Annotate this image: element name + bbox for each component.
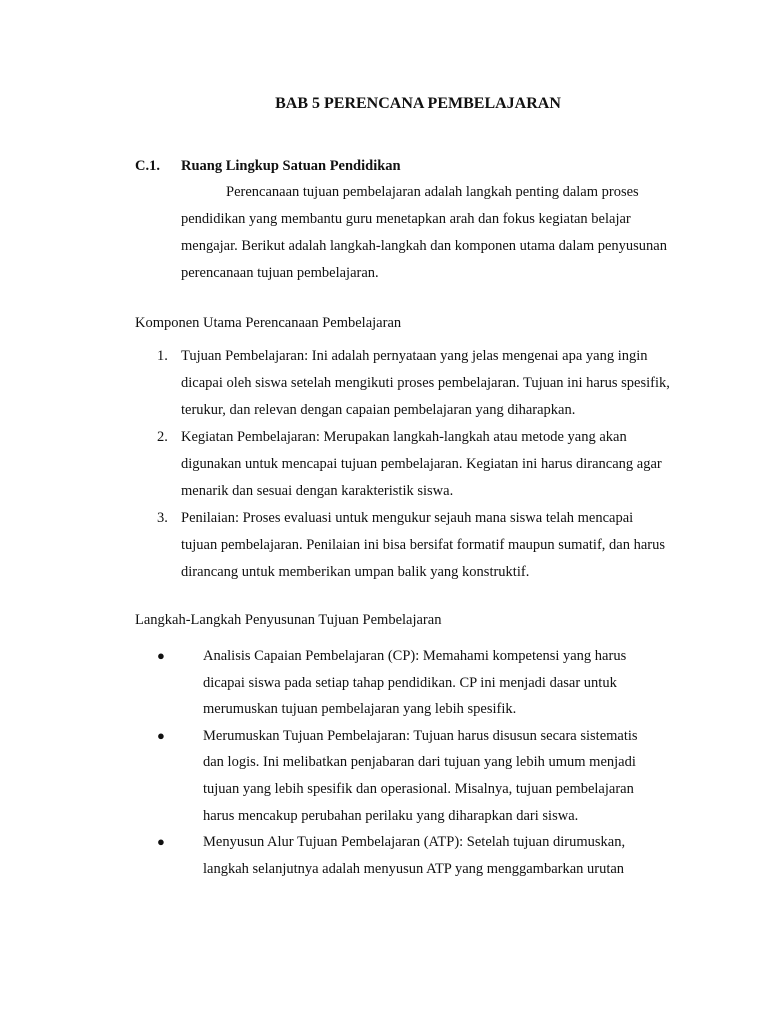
- list-item-text: Merumuskan Tujuan Pembelajaran: Tujuan harus disusun secara sistematis dan logis. Ini melibatkan penjabaran dari tujuan yang lebih umum menjadi tujuan yang lebih spesifik dan operasional. Misalnya, tujuan pembelajaran harus mencakup perubahan perilaku yang diharapkan dari siswa.: [203, 727, 638, 824]
- list-item: [135, 424, 671, 505]
- komponen-heading: Komponen Utama Perencanaan Pembelajaran: [135, 315, 402, 331]
- list-item: [135, 343, 671, 424]
- bullet-icon: ●: [157, 648, 165, 663]
- list-item-number: 1.: [157, 348, 168, 364]
- langkah-heading: Langkah-Langkah Penyusunan Tujuan Pembelajaran: [135, 612, 442, 628]
- list-item-text: Menyusun Alur Tujuan Pembelajaran (ATP): Setelah tujuan dirumuskan, langkah selanjutnya adalah menyusun ATP yang menggambarkan urutan: [203, 834, 626, 877]
- list-item-text: Tujuan Pembelajaran: Ini adalah pernyataan yang jelas mengenai apa yang ingin dicapai oleh siswa setelah mengikuti proses pembelajaran. Tujuan ini harus spesifik, terukur, dan relevan dengan capaian pembelajaran yang diharapkan.: [181, 348, 670, 418]
- list-item-text: Penilaian: Proses evaluasi untuk mengukur sejauh mana siswa telah mencapai tujuan pembelajaran. Penilaian ini bisa bersifat formatif maupun sumatif, dan harus dirancang untuk memberikan umpan balik yang konstruktif.: [181, 510, 665, 580]
- bullet-icon: ●: [157, 727, 165, 743]
- intro-paragraph: Perencanaan tujuan pembelajaran adalah langkah penting dalam proses pendidikan yang membantu guru menetapkan arah dan fokus kegiatan belajar mengajar. Berikut adalah langkah-langkah dan komponen utama dalam penyusunan perencanaan tujuan pembelajaran.: [181, 184, 667, 281]
- list-item-number: 3.: [157, 510, 168, 526]
- list-item: [135, 829, 659, 882]
- bullet-icon: ●: [157, 834, 165, 850]
- list-item: [135, 505, 671, 586]
- list-item-text: Analisis Capaian Pembelajaran (CP): Memahami kompetensi yang harus dicapai siswa pada setiap tahap pendidikan. CP ini menjadi dasar untuk merumuskan tujuan pembelajaran yang lebih spesifik.: [203, 648, 627, 718]
- list-item-text: Kegiatan Pembelajaran: Merupakan langkah-langkah atau metode yang akan digunakan untuk mencapai tujuan pembelajaran. Kegiatan ini harus dirancang agar menarik dan sesuai dengan karakteristik siswa.: [181, 429, 662, 499]
- list-item-number: 2.: [157, 429, 168, 445]
- section-number: C.1.: [135, 158, 160, 174]
- komponen-list: [135, 343, 671, 586]
- list-item: [135, 723, 659, 829]
- langkah-list: [135, 643, 659, 882]
- list-item: [135, 643, 659, 723]
- chapter-title: BAB 5 PERENCANA PEMBELAJARAN: [275, 95, 561, 112]
- section-title: Ruang Lingkup Satuan Pendidikan: [181, 158, 401, 174]
